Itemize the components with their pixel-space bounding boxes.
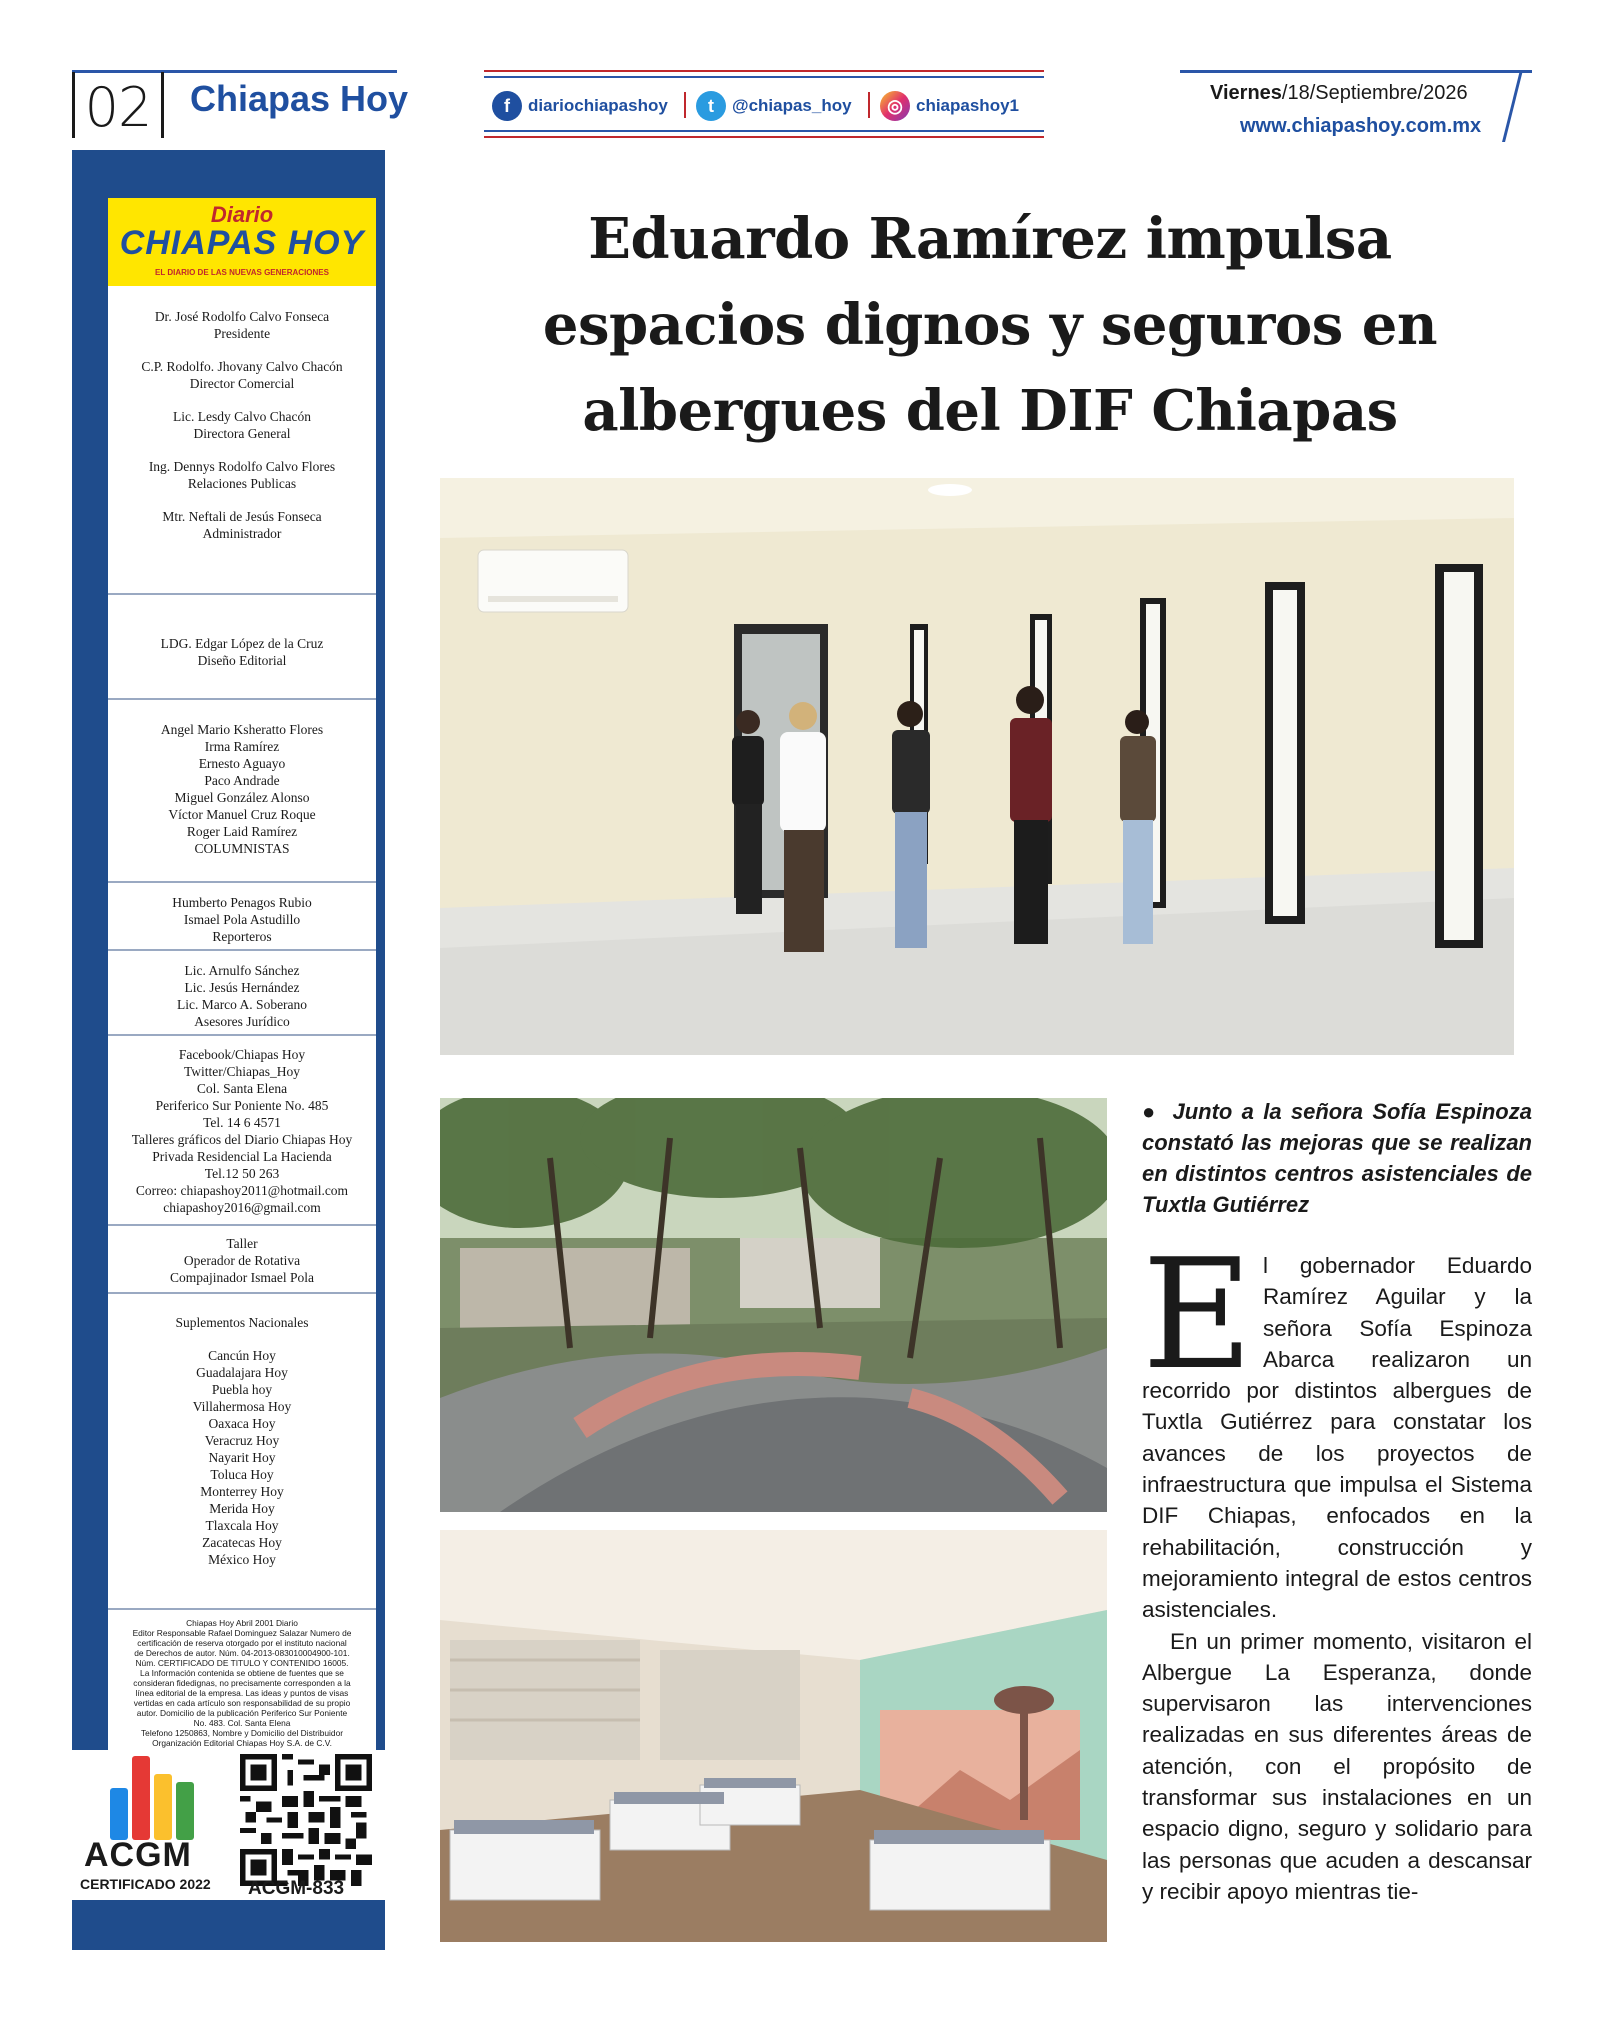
website-link[interactable]: www.chiapashoy.com.mx bbox=[1240, 115, 1482, 137]
social-handle: @chiapas_hoy bbox=[732, 96, 852, 115]
header-slash bbox=[1502, 70, 1523, 142]
drop-cap: E bbox=[1142, 1226, 1253, 1403]
article-body bbox=[1142, 1226, 1532, 1907]
article-paragraph: En un primer momento, visitaron el Albergue La Esperanza, donde supervisaron las intervenciones realizadas en sus diferentes áreas de atención, con el propósito de transformar sus instalaciones en un espacio digno, seguro y solidario para las personas que acuden a descansar y recibir apoyo mientras tie- bbox=[1142, 1628, 1532, 1904]
workshop-credits: Taller Operador de Rotativa Compajinador Ismael Pola bbox=[170, 1236, 314, 1285]
qr-code-icon[interactable] bbox=[240, 1754, 372, 1886]
main-photo bbox=[440, 478, 1514, 1055]
social-bar bbox=[484, 70, 1044, 140]
divider bbox=[108, 949, 376, 951]
section-name: Chiapas Hoy bbox=[190, 78, 409, 119]
design-credit: LDG. Edgar López de la Cruz Diseño Editorial bbox=[160, 636, 324, 668]
instagram-icon: ◎ bbox=[880, 91, 910, 121]
reporters-list: Humberto Penagos Rubio Ismael Pola Astudillo Reporteros bbox=[172, 895, 312, 944]
social-divider bbox=[868, 92, 870, 118]
issue-date: Viernes/18/Septiembre/2026 bbox=[1210, 82, 1468, 104]
acgm-bar bbox=[110, 1788, 128, 1840]
columnists-list: Angel Mario Ksheratto Flores Irma Ramírez Ernesto Aguayo Paco Andrade Miguel González Alonso Víctor Manuel Cruz Roque Roger Laid Ramírez COLUMNISTAS bbox=[160, 722, 324, 856]
certification-badge bbox=[72, 1750, 385, 1900]
acgm-bar bbox=[154, 1774, 172, 1840]
social-divider bbox=[684, 92, 686, 118]
divider bbox=[108, 881, 376, 883]
social-facebook-link[interactable] bbox=[492, 90, 668, 122]
masthead-sidebar bbox=[72, 150, 385, 1950]
article-summary: ● Junto a la señora Sofía Espinoza constató las mejoras que se realizan en distintos centros asistenciales de Tuxtla Gutiérrez bbox=[1142, 1099, 1532, 1217]
masthead-panel bbox=[108, 198, 376, 1890]
article-paragraph: l gobernador Eduardo Ramírez Aguilar y la señora Sofía Espinoza Abarca realizaron un recorrido por distintos albergues de Tuxtla Gutiérrez para constatar los avances de los proyectos de infraestructura que impulsa el Sistema DIF Chiapas, enfocados en la rehabilitación, construcción y mejoramiento integral de estos centros asistenciales. bbox=[1142, 1253, 1532, 1623]
page-number-box bbox=[72, 72, 164, 138]
divider bbox=[108, 1608, 376, 1610]
acgm-bar bbox=[132, 1756, 150, 1840]
bedroom-photo bbox=[440, 1530, 1107, 1942]
contact-info: Facebook/Chiapas Hoy Twitter/Chiapas_Hoy Col. Santa Elena Periferico Sur Poniente No. 485 Tel. 14 6 4571 Talleres gráficos del Diario Chiapas Hoy Privada Residencial La Hacienda Tel.12 50 263 Correo: chiapashoy2011@hotmail.com chiapashoy2016@gmail.com bbox=[131, 1047, 353, 1215]
supplements-list: Suplementos Nacionales Cancún Hoy Guadalajara Hoy Puebla hoy Villahermosa Hoy Oaxaca Hoy Veracruz Hoy Nayarit Hoy Toluca Hoy Monterrey Hoy Merida Hoy Tlaxcala Hoy Zacatecas Hoy México Hoy bbox=[175, 1315, 309, 1567]
social-twitter-link[interactable] bbox=[696, 90, 852, 122]
acgm-certified-label: CERTIFICADO 2022 bbox=[80, 1876, 211, 1892]
social-handle: diariochiapashoy bbox=[528, 96, 668, 115]
acgm-bar bbox=[176, 1782, 194, 1840]
legal-advisors-list: Lic. Arnulfo Sánchez Lic. Jesús Hernández Lic. Marco A. Soberano Asesores Jurídico bbox=[176, 963, 308, 1029]
newspaper-logo: Diario CHIAPAS HOY EL DIARIO DE LAS NUEVAS GENERACIONES bbox=[108, 198, 376, 286]
divider bbox=[108, 1034, 376, 1036]
divider bbox=[108, 593, 376, 595]
twitter-icon: t bbox=[696, 91, 726, 121]
divider bbox=[108, 1292, 376, 1294]
garden-photo bbox=[440, 1098, 1107, 1512]
acgm-label: ACGM bbox=[84, 1836, 192, 1874]
header-rule bbox=[1180, 70, 1532, 73]
divider bbox=[108, 698, 376, 700]
facebook-icon: f bbox=[492, 91, 522, 121]
divider bbox=[108, 1224, 376, 1226]
social-handle: chiapashoy1 bbox=[916, 96, 1019, 115]
page-number: 02 bbox=[84, 76, 152, 139]
bullet-icon: ● bbox=[1142, 1099, 1159, 1124]
acgm-code: ACGM-833 bbox=[248, 1878, 345, 1899]
article-headline: Eduardo Ramírez impulsa espacios dignos y seguros en albergues del DIF Chiapas bbox=[542, 206, 1438, 444]
legal-notice: Chiapas Hoy Abril 2001 Diario Editor Responsable Rafael Dominguez Salazar Numero de certificación de reserva otorgado por el instituto nacional de Derechos de autor. Núm. 04-2013-083010004900-101. Núm. CERTIFICADO DE TITULO Y CONTENIDO 16005. La Información contenida se obtiene de fuentes que se consideran fidedignas, no precisamente corresponden a la línea editorial de la empresa. Las ideas y puntos de visas vertidas en cada artículo son responsabilidad de su propio autor. Domicilio de la publicación Periferico Sur Poniente No. 483. Col. Santa Elena Telefono 1250863, Nombre y Domicilio del Distribuidor Organización Editorial Chiapas Hoy S.A. de C.V. bbox=[132, 1618, 352, 1748]
directors-list: Dr. José Rodolfo Calvo Fonseca Presidente C.P. Rodolfo. Jhovany Calvo Chacón Director Comercial Lic. Lesdy Calvo Chacón Directora General Ing. Dennys Rodolfo Calvo Flores Relaciones Publicas Mtr. Neftali de Jesús Fonseca Administrador bbox=[141, 309, 343, 541]
acgm-logo bbox=[102, 1750, 202, 1840]
social-instagram-link[interactable] bbox=[880, 90, 1019, 122]
